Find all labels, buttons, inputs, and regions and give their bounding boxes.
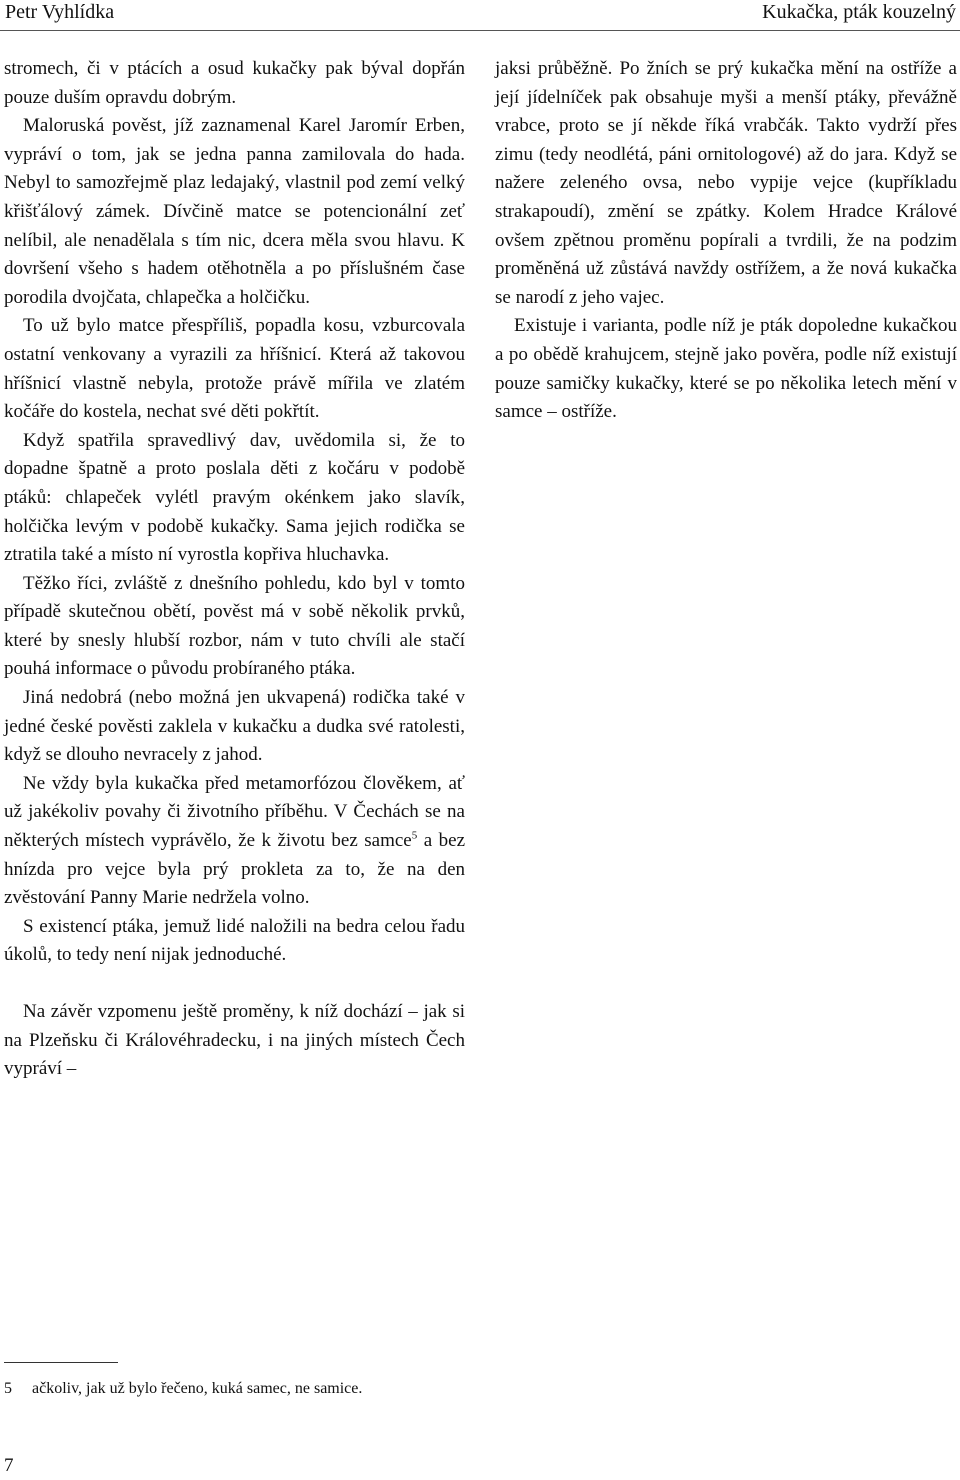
paragraph: Maloruská pověst, jíž zaznamenal Karel Jaromír Erben, vypráví o tom, jak se jedna panna zamilovala do hada. Nebyl to samozřejmě plaz ledajaký, vlastnil pod zemí velký křišťálový zámek. Dívčině matce se potencionální zeť nelíbil, ale nenadělala s tím nic, dcera měla svou hlavu. K dovršení všeho s hadem otěhotněla a po příslušném čase porodila dvojčata, chlapečka a holčičku. [4,115,465,308]
paragraph: To už bylo matce přespříliš, popadla kosu, vzburcovala ostatní venkovany a vyrazili za hříšnicí. Která až takovou hříšnicí vlastně nebyla, protože právě mířila ve zlatém kočáře do kostela, nechat své děti pokřtít. [4,315,465,423]
paragraph: Když spatřila spravedlivý dav, uvědomila si, že to dopadne špatně a proto poslala děti z kočáru v podobě ptáků: chlapeček vylétl pravým okénkem jako slavík, holčička levým v podobě kukačky. Sama jejich rodička se ztratila také a místo ní vyrostla kopřiva hluchavka. [4,429,465,566]
footnote-text: ačkoliv, jak už bylo řečeno, kuká samec, ne samice. [32,1380,363,1397]
paragraph-gap [4,970,465,998]
paragraph: stromech, či v ptácích a osud kukačky pak býval dopřán pouze duším opravdu dobrým. [4,58,465,108]
paragraph: Jiná nedobrá (nebo možná jen ukvapená) rodička také v jedné české pověsti zaklela v kukačku a dudka své ratolesti, když se dlouho nevracely z jahod. [4,687,465,766]
paragraph: Existuje i varianta, podle níž je pták dopoledne kukačkou a po obědě krahujcem, stejně jako pověra, podle níž existují pouze samičky kukačky, které se po několika letech mění v samce – ostříže. [495,315,957,423]
header-title: Kukačka, pták kouzelný [762,1,956,23]
footnote [4,1377,465,1401]
footnote-reference[interactable]: 5 [411,829,418,842]
paragraph-text: Ne vždy byla kukačka před metamorfózou člověkem, ať už jakékoliv povahy či životního příběhu. V Čechách se na některých místech vyprávělo, že k životu bez samce [4,772,465,852]
paragraph: Těžko říci, zvláště z dnešního pohledu, kdo byl v tomto případě skutečnou obětí, pověst má v sobě několik prvků, které by snesly hlubší rozbor, nám v tuto chvíli ale stačí pouhá informace o původu probíraného ptáka. [4,572,465,680]
paragraph-text-continued: a bez hnízda pro vejce byla prý prokleta za to, že na den zvěstování Panny Marie nedržela volno. [4,830,465,909]
paragraph: S existencí ptáka, jemuž lidé naložili na bedra celou řadu úkolů, to tedy není nijak jednoduché. [4,915,465,966]
right-column [495,55,957,427]
left-column [4,55,465,1084]
footnote-divider [4,1362,118,1363]
footnote-number: 5 [4,1380,12,1397]
running-header [0,0,960,30]
paragraph: Na závěr vzpomenu ještě proměny, k níž dochází – jak si na Plzeňsku či Královéhradecku, i na jiných místech Čech vypráví – [4,1001,465,1080]
header-author: Petr Vyhlídka [5,1,115,23]
paragraph-with-footnote [4,770,465,913]
header-divider [0,30,960,31]
page-number: 7 [4,1455,14,1476]
paragraph: jaksi průběžně. Po žních se prý kukačka mění na ostříže a její jídelníček pak obsahuje myši a menší ptáky, převážně vrabce, proto se jí někde říká vrabčák. Takto vydrží přes zimu (tedy neodlétá, páni ornitologové) až do jara. Když se nažere zeleného ovsa, nebo vypije vejce (kupříkladu strakapoudí), změní se zpátky. Kolem Hradce Králové ovšem zpětnou proměnu popírali a tvrdili, že na podzim proměněná už zůstává navždy ostřížem, a že nová kukačka se narodí z jeho vajec. [495,58,957,308]
